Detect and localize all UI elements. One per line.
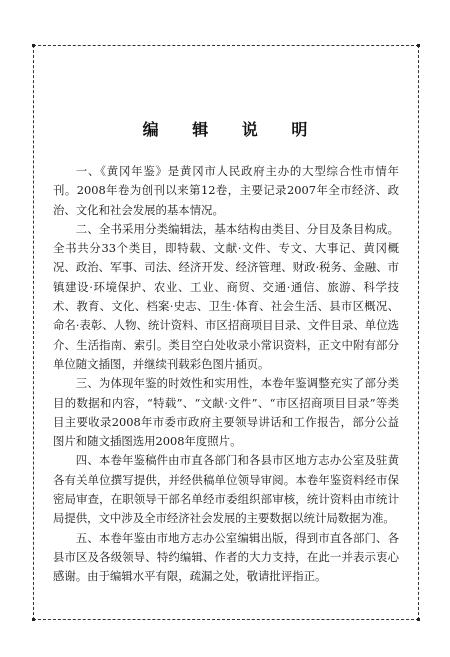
border-corner-bottom-right [417, 618, 420, 621]
page-title: 编 辑 说 明 [142, 120, 322, 139]
paragraph-3: 三、为体现年鉴的时效性和实用性，本卷年鉴调整充实了部分类目的数据和内容，“特载”、“文献·文件”、“市区招商项目目录”等类目主要收录2008年市委市政府主要领导讲话和工作报告，部分公益图片和随文插图选用2008年度照片。 [53, 376, 399, 449]
paragraph-2: 二、全书采用分类编辑法，基本结构由类目、分目及条目构成。全书共分33个类目，即特载、文献·文件、专文、大事记、黄冈概况、政治、军事、司法、经济开发、经济管理、财政·税务、金融、市镇建设·环境保护、农业、工业、商贸、交通·通信、旅游、科学技术、教育、文化、档案·史志、卫生·体育、社会生活、县市区概况、命名·表彰、人物、统计资料、市区招商项目目录、文件目录、单位选介、生活指南、索引。类目空白处收录小常识资料，正文中附有部分单位随文插图，并继续刊载彩色图片插页。 [53, 221, 399, 371]
paragraph-5: 五、本卷年鉴由市地方志办公室编辑出版，得到市直各部门、各县市区及各级领导、特约编辑、作者的大力支持，在此一并表示衷心感谢。由于编辑水平有限，疏漏之处，敬请批评指正。 [53, 530, 399, 584]
paragraph-1: 一、《黄冈年鉴》是黄冈市人民政府主办的大型综合性市情年刊。2008年卷为创刊以来第12卷，主要记录2007年全市经济、政治、文化和社会发展的基本情况。 [53, 164, 399, 217]
border-corner-top-left [32, 44, 35, 47]
paragraph-4: 四、本卷年鉴稿件由市直各部门和各县市区地方志办公室及驻黄各有关单位撰写提供，并经供稿单位领导审阅。本卷年鉴资料经市保密局审查，在职领导干部名单经市委组织部审核，统计资料由市统计局提供，文中涉及全市经济社会发展的主要数据以统计局数据为准。 [53, 453, 399, 526]
border-corner-top-right [417, 44, 420, 47]
border-corner-bottom-left [32, 618, 35, 621]
document-body [53, 162, 399, 587]
